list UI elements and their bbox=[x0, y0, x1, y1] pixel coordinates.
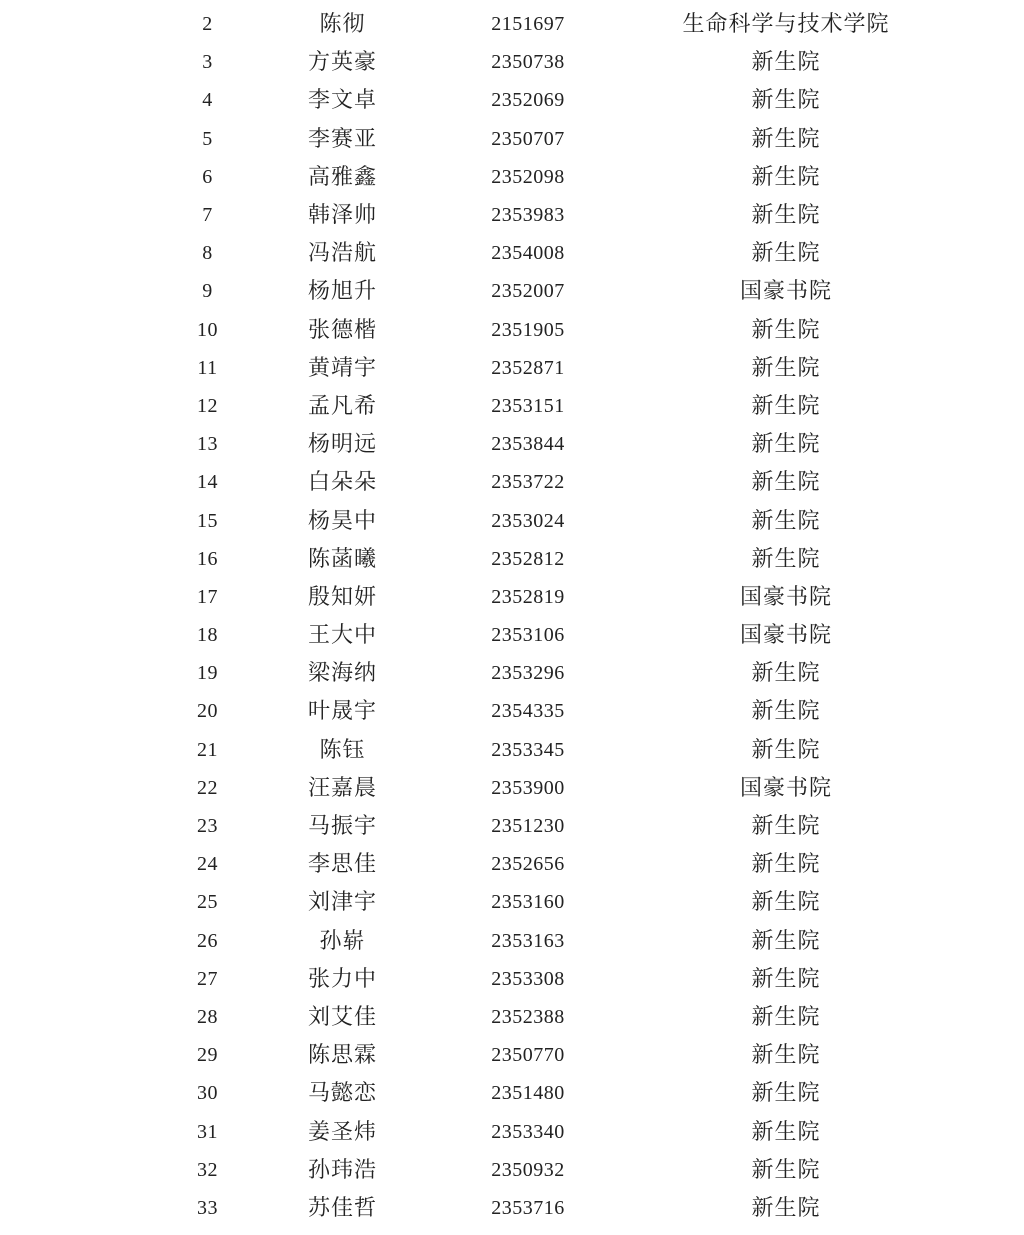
college-name: 新生院 bbox=[751, 125, 821, 151]
table-row bbox=[150, 540, 1024, 578]
table-row bbox=[150, 692, 1024, 730]
row-number: 17 bbox=[197, 585, 218, 608]
college-name: 新生院 bbox=[751, 965, 821, 991]
student-id: 2353983 bbox=[491, 204, 565, 227]
table-row bbox=[150, 922, 1024, 960]
student-name: 陈彻 bbox=[319, 11, 366, 37]
college-name: 新生院 bbox=[751, 851, 821, 877]
table-row bbox=[150, 616, 1024, 654]
row-number: 11 bbox=[197, 356, 218, 379]
row-number: 22 bbox=[197, 776, 218, 799]
college-name: 新生院 bbox=[751, 1118, 821, 1144]
student-name: 陈思霖 bbox=[307, 1042, 377, 1068]
student-id: 2353151 bbox=[491, 394, 565, 417]
table-row bbox=[150, 883, 1024, 921]
row-number: 28 bbox=[197, 1005, 218, 1028]
student-name: 李文卓 bbox=[307, 87, 377, 113]
student-id: 2350738 bbox=[491, 51, 565, 74]
student-name: 孙玮浩 bbox=[307, 1156, 377, 1182]
row-number: 32 bbox=[197, 1158, 218, 1181]
student-name: 杨昊中 bbox=[307, 507, 377, 533]
row-number: 24 bbox=[197, 853, 218, 876]
student-name: 苏佳哲 bbox=[307, 1194, 377, 1220]
table-row bbox=[150, 272, 1024, 310]
student-id: 2354008 bbox=[491, 242, 565, 265]
student-name: 高雅鑫 bbox=[307, 163, 377, 189]
student-id: 2350932 bbox=[491, 1158, 565, 1181]
student-name: 马懿恋 bbox=[307, 1080, 377, 1106]
row-number: 10 bbox=[197, 318, 218, 341]
college-name: 新生院 bbox=[751, 354, 821, 380]
row-number: 26 bbox=[197, 929, 218, 952]
table-row bbox=[150, 998, 1024, 1036]
college-name: 新生院 bbox=[751, 1080, 821, 1106]
student-name: 陈菡曦 bbox=[307, 545, 377, 571]
row-number: 31 bbox=[197, 1120, 218, 1143]
college-name: 国豪书院 bbox=[739, 278, 832, 304]
college-name: 新生院 bbox=[751, 698, 821, 724]
student-name: 王大中 bbox=[307, 622, 377, 648]
row-number: 9 bbox=[202, 280, 213, 303]
student-id: 2352098 bbox=[491, 165, 565, 188]
college-name: 新生院 bbox=[751, 431, 821, 457]
student-id: 2353024 bbox=[491, 509, 565, 532]
student-id: 2353900 bbox=[491, 776, 565, 799]
table-row bbox=[150, 463, 1024, 501]
student-name: 李思佳 bbox=[307, 851, 377, 877]
row-number: 20 bbox=[197, 700, 218, 723]
row-number: 14 bbox=[197, 471, 218, 494]
student-name: 杨旭升 bbox=[307, 278, 377, 304]
table-row bbox=[150, 425, 1024, 463]
row-number: 21 bbox=[197, 738, 218, 761]
student-name: 汪嘉晨 bbox=[307, 774, 377, 800]
table-row bbox=[150, 158, 1024, 196]
table-row bbox=[150, 387, 1024, 425]
student-name: 叶晟宇 bbox=[307, 698, 377, 724]
student-id: 2353163 bbox=[491, 929, 565, 952]
table-row bbox=[150, 1074, 1024, 1112]
student-id: 2353722 bbox=[491, 471, 565, 494]
student-name: 方英豪 bbox=[307, 49, 377, 75]
student-name: 梁海纳 bbox=[307, 660, 377, 686]
student-id: 2352388 bbox=[491, 1005, 565, 1028]
college-name: 新生院 bbox=[751, 87, 821, 113]
college-name: 新生院 bbox=[751, 507, 821, 533]
table-row bbox=[150, 1036, 1024, 1074]
row-number: 29 bbox=[197, 1044, 218, 1067]
row-number: 23 bbox=[197, 815, 218, 838]
table-row bbox=[150, 81, 1024, 119]
student-id: 2353716 bbox=[491, 1196, 565, 1219]
student-id: 2353345 bbox=[491, 738, 565, 761]
table-row bbox=[150, 578, 1024, 616]
student-id: 2353340 bbox=[491, 1120, 565, 1143]
student-id: 2353296 bbox=[491, 662, 565, 685]
table-row bbox=[150, 501, 1024, 539]
college-name: 国豪书院 bbox=[739, 583, 832, 609]
student-id: 2353844 bbox=[491, 433, 565, 456]
student-id: 2352871 bbox=[491, 356, 565, 379]
row-number: 8 bbox=[202, 242, 213, 265]
college-name: 新生院 bbox=[751, 1156, 821, 1182]
college-name: 新生院 bbox=[751, 240, 821, 266]
table-row bbox=[150, 349, 1024, 387]
table-row bbox=[150, 769, 1024, 807]
row-number: 19 bbox=[197, 662, 218, 685]
row-number: 4 bbox=[202, 89, 213, 112]
student-name: 刘艾佳 bbox=[307, 1003, 377, 1029]
college-name: 国豪书院 bbox=[739, 622, 832, 648]
college-name: 新生院 bbox=[751, 736, 821, 762]
row-number: 6 bbox=[202, 165, 213, 188]
row-number: 27 bbox=[197, 967, 218, 990]
college-name: 新生院 bbox=[751, 927, 821, 953]
college-name: 新生院 bbox=[751, 202, 821, 228]
student-name: 黄靖宇 bbox=[307, 354, 377, 380]
table-row bbox=[150, 1189, 1024, 1227]
college-name: 新生院 bbox=[751, 1194, 821, 1220]
college-name: 新生院 bbox=[751, 469, 821, 495]
college-name: 新生院 bbox=[751, 163, 821, 189]
student-name: 刘津宇 bbox=[307, 889, 377, 915]
table-row bbox=[150, 1151, 1024, 1189]
student-name: 殷知妍 bbox=[307, 583, 377, 609]
table-row bbox=[150, 234, 1024, 272]
college-name: 新生院 bbox=[751, 545, 821, 571]
row-number: 30 bbox=[197, 1082, 218, 1105]
student-id: 2353160 bbox=[491, 891, 565, 914]
table-row bbox=[150, 120, 1024, 158]
student-name: 孟凡希 bbox=[307, 392, 377, 418]
row-number: 13 bbox=[197, 433, 218, 456]
student-id: 2352812 bbox=[491, 547, 565, 570]
student-name: 孙崭 bbox=[319, 927, 366, 953]
student-id: 2352069 bbox=[491, 89, 565, 112]
student-id: 2351230 bbox=[491, 815, 565, 838]
student-roster-table bbox=[150, 5, 1024, 1227]
table-row bbox=[150, 807, 1024, 845]
college-name: 国豪书院 bbox=[739, 774, 832, 800]
student-name: 韩泽帅 bbox=[307, 202, 377, 228]
student-id: 2352007 bbox=[491, 280, 565, 303]
table-row bbox=[150, 5, 1024, 43]
college-name: 新生院 bbox=[751, 813, 821, 839]
college-name: 新生院 bbox=[751, 889, 821, 915]
table-row bbox=[150, 196, 1024, 234]
table-row bbox=[150, 43, 1024, 81]
college-name: 新生院 bbox=[751, 316, 821, 342]
college-name: 新生院 bbox=[751, 392, 821, 418]
student-id: 2350770 bbox=[491, 1044, 565, 1067]
college-name: 新生院 bbox=[751, 660, 821, 686]
student-name: 杨明远 bbox=[307, 431, 377, 457]
student-name: 张力中 bbox=[307, 965, 377, 991]
student-name: 白朵朵 bbox=[307, 469, 377, 495]
student-name: 姜圣炜 bbox=[307, 1118, 377, 1144]
student-name: 张德楷 bbox=[307, 316, 377, 342]
student-id: 2151697 bbox=[491, 13, 565, 36]
table-row bbox=[150, 311, 1024, 349]
student-id: 2352819 bbox=[491, 585, 565, 608]
row-number: 3 bbox=[202, 51, 213, 74]
student-id: 2354335 bbox=[491, 700, 565, 723]
table-row bbox=[150, 731, 1024, 769]
student-id: 2353308 bbox=[491, 967, 565, 990]
student-id: 2351905 bbox=[491, 318, 565, 341]
row-number: 18 bbox=[197, 624, 218, 647]
student-id: 2350707 bbox=[491, 127, 565, 150]
student-name: 马振宇 bbox=[307, 813, 377, 839]
student-name: 冯浩航 bbox=[307, 240, 377, 266]
row-number: 2 bbox=[202, 13, 213, 36]
row-number: 16 bbox=[197, 547, 218, 570]
row-number: 33 bbox=[197, 1196, 218, 1219]
table-row bbox=[150, 654, 1024, 692]
student-name: 陈钰 bbox=[319, 736, 366, 762]
row-number: 25 bbox=[197, 891, 218, 914]
student-id: 2352656 bbox=[491, 853, 565, 876]
row-number: 15 bbox=[197, 509, 218, 532]
row-number: 12 bbox=[197, 394, 218, 417]
table-row bbox=[150, 845, 1024, 883]
college-name: 生命科学与技术学院 bbox=[682, 11, 890, 37]
student-id: 2351480 bbox=[491, 1082, 565, 1105]
student-name: 李赛亚 bbox=[307, 125, 377, 151]
table-row bbox=[150, 960, 1024, 998]
college-name: 新生院 bbox=[751, 49, 821, 75]
college-name: 新生院 bbox=[751, 1003, 821, 1029]
college-name: 新生院 bbox=[751, 1042, 821, 1068]
student-id: 2353106 bbox=[491, 624, 565, 647]
row-number: 7 bbox=[202, 204, 213, 227]
row-number: 5 bbox=[202, 127, 213, 150]
table-row bbox=[150, 1112, 1024, 1150]
